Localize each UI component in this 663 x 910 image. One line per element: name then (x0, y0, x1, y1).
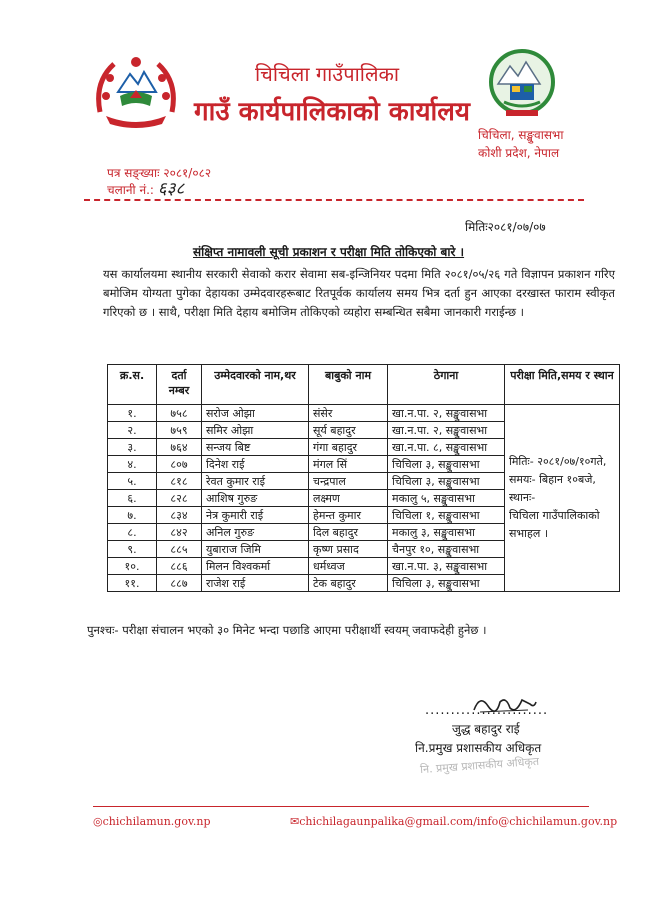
cell-reg-no: ८४२ (157, 524, 202, 541)
dispatch-line (107, 181, 211, 198)
letter-body: यस कार्यालयमा स्थानीय सरकारी सेवाको करार सेवामा सब-इन्जिनियर पदमा मिति २०८१/०५/२६ गते विज्ञापन प्रकाशन गरिए बमोजिम योग्यता पुगेका देहायका उम्मेदवारहरूबाट रितपूर्वक कार्यालय समय भित्र दर्ता हुन आएका दरखास्त फाराम स्वीकृत गरिएको छ । साथै, परीक्षा मिति देहाय बमोजिम तोकिएको व्यहोरा सम्बन्धित सबैमा जानकारी गराईन्छ । (103, 267, 615, 319)
cell-reg-no: ८२८ (157, 490, 202, 507)
office-address (478, 126, 563, 162)
dispatch-label: चलानी नं.: (107, 183, 154, 197)
cell-reg-no: ८८५ (157, 541, 202, 558)
cell-serial: ४. (108, 456, 157, 473)
address-line-1: चिचिला, सङ्खुवासभा (478, 128, 564, 142)
cell-candidate-name: अनिल गुरुङ (202, 524, 309, 541)
cell-reg-no: ७६४ (157, 439, 202, 456)
faint-stamp: नि. प्रमुख प्रशासकीय अधिकृत (419, 754, 540, 777)
cell-father-name: संसेर (309, 405, 388, 422)
letter-subject: संक्षिप्त नामावली सूची प्रकाशन र परीक्षा मिति तोकिएको बारे । (193, 245, 465, 259)
cell-serial: १. (108, 405, 157, 422)
cell-address: चिचिला ३, सङ्खुवासभा (388, 575, 505, 592)
cell-address: मकालु ३, सङ्खुवासभा (388, 524, 505, 541)
cell-serial: ७. (108, 507, 157, 524)
header-father-name: बाबुको नाम (309, 365, 388, 405)
cell-father-name: सूर्य बहादुर (309, 422, 388, 439)
header-exam-info: परीक्षा मिति,समय र स्थान (505, 365, 620, 405)
office-title: गाउँ कार्यपालिकाको कार्यालय (194, 97, 470, 127)
reference-block (107, 165, 211, 198)
cell-reg-no: ८३४ (157, 507, 202, 524)
table-row (108, 405, 620, 422)
cell-serial: ६. (108, 490, 157, 507)
postscript-note: पुनश्चः- परीक्षा संचालन भएको ३० मिनेट भन्दा पछाडि आएमा परीक्षार्थी स्वयम् जवाफदेही हुनेछ । (87, 623, 487, 637)
cell-father-name: मंगल सिं (309, 456, 388, 473)
website-link[interactable]: chichilamun.gov.np (102, 815, 211, 828)
cell-candidate-name: रेवत कुमार राई (202, 473, 309, 490)
footer-divider (93, 806, 589, 807)
globe-icon: ◎ (93, 815, 103, 828)
cell-reg-no: ८८६ (157, 558, 202, 575)
exam-venue-label: स्थानः- (509, 491, 536, 504)
cell-serial: १०. (108, 558, 157, 575)
cell-address: खा.न.पा. २, सङ्खुवासभा (388, 422, 505, 439)
exam-venue-hall: सभाहल । (509, 527, 548, 540)
cell-serial: ९. (108, 541, 157, 558)
letter-date: मितिः२०८१/०७/०७ (465, 220, 546, 234)
dispatch-number-handwritten: ६३८ (157, 179, 185, 199)
mail-icon: ✉ (290, 815, 300, 828)
header-candidate-name: उम्मेदवारको नाम,थर (202, 365, 309, 405)
cell-reg-no: ८१८ (157, 473, 202, 490)
candidate-table (107, 364, 620, 592)
cell-father-name: चन्द्रपाल (309, 473, 388, 490)
cell-address: खा.न.पा. ८, सङ्खुवासभा (388, 439, 505, 456)
cell-address: चिचिला ३, सङ्खुवासभा (388, 456, 505, 473)
cell-reg-no: ७५९ (157, 422, 202, 439)
nepal-emblem-logo (92, 52, 180, 130)
cell-address: खा.न.पा. २, सङ्खुवासभा (388, 405, 505, 422)
exam-date: मितिः- २०८१/०७/१०गते, (509, 455, 607, 468)
cell-reg-no: ७५८ (157, 405, 202, 422)
cell-address: चैनपुर १०, सङ्खुवासभा (388, 541, 505, 558)
signature-line: ........................ (425, 703, 549, 718)
footer-website[interactable] (93, 815, 211, 828)
exam-time: समयः- बिहान १०बजे, (509, 473, 596, 486)
cell-address: खा.न.पा. ३, सङ्खुवासभा (388, 558, 505, 575)
exam-info-cell (505, 405, 620, 592)
cell-candidate-name: राजेश राई (202, 575, 309, 592)
cell-serial: ८. (108, 524, 157, 541)
cell-serial: ५. (108, 473, 157, 490)
municipality-logo (488, 48, 556, 120)
cell-father-name: गंगा बहादुर (309, 439, 388, 456)
cell-candidate-name: दिनेश राई (202, 456, 309, 473)
header-serial: क्र.स. (108, 365, 157, 405)
municipality-name: चिचिला गाउँपालिका (255, 62, 400, 86)
cell-candidate-name: मिलन विश्वकर्मा (202, 558, 309, 575)
address-line-2: कोशी प्रदेश, नेपाल (478, 146, 560, 160)
signatory-title: नि.प्रमुख प्रशासकीय अधिकृत (415, 741, 542, 755)
cell-address: चिचिला ३, सङ्खुवासभा (388, 473, 505, 490)
cell-father-name: हेमन्त कुमार (309, 507, 388, 524)
cell-candidate-name: सरोज ओझा (202, 405, 309, 422)
cell-candidate-name: समिर ओझा (202, 422, 309, 439)
email-links[interactable]: chichilagaunpalika@gmail.com/info@chichilamun.gov.np (299, 815, 618, 828)
cell-address: चिचिला १, सङ्खुवासभा (388, 507, 505, 524)
cell-reg-no: ८८७ (157, 575, 202, 592)
cell-father-name: धर्मध्वज (309, 558, 388, 575)
cell-candidate-name: युबाराज जिमि (202, 541, 309, 558)
header-address: ठेगाना (388, 365, 505, 405)
cell-candidate-name: सन्जय बिष्ट (202, 439, 309, 456)
table-header-row (108, 365, 620, 405)
cell-serial: ११. (108, 575, 157, 592)
cell-reg-no: ८०७ (157, 456, 202, 473)
cell-father-name: कृष्ण प्रसाद (309, 541, 388, 558)
cell-father-name: दिल बहादुर (309, 524, 388, 541)
exam-venue-name: चिचिला गाउँपालिकाको (509, 509, 600, 522)
letter-number: पत्र सङ्ख्याः २०८१/०८२ (107, 166, 212, 180)
header-reg-no: दर्ता नम्बर (157, 365, 202, 405)
cell-address: मकालु ५, सङ्खुवासभा (388, 490, 505, 507)
footer-email[interactable] (290, 815, 617, 828)
cell-serial: २. (108, 422, 157, 439)
signatory-name: जुद्ध बहादुर राई (452, 722, 520, 736)
cell-candidate-name: आशिष गुरुङ (202, 490, 309, 507)
cell-candidate-name: नेत्र कुमारी राई (202, 507, 309, 524)
cell-father-name: टेक बहादुर (309, 575, 388, 592)
cell-father-name: लक्ष्मण (309, 490, 388, 507)
cell-serial: ३. (108, 439, 157, 456)
header-divider (84, 199, 584, 201)
